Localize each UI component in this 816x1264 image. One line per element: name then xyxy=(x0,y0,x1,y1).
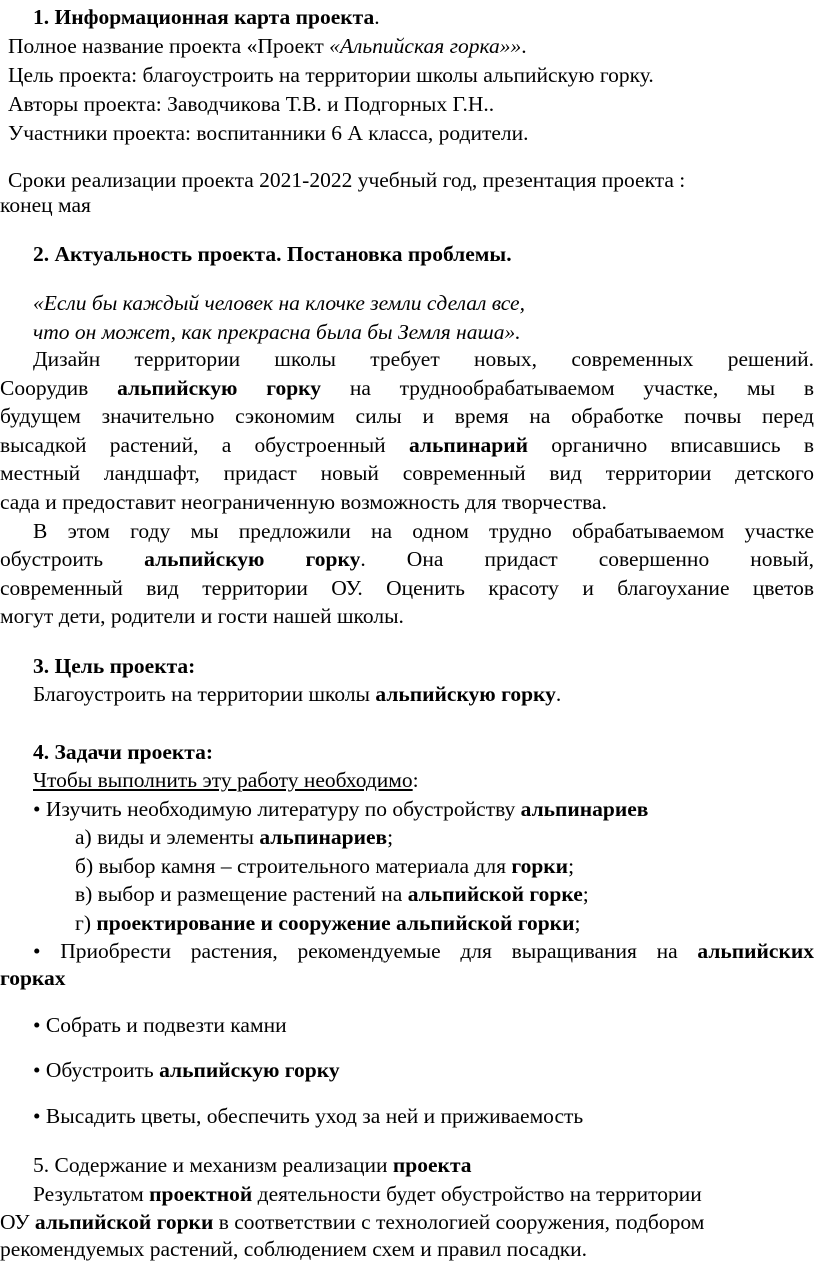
paragraph-1-line-4: высадкой растений, а обустроенный альпинарий органично вписавшись в xyxy=(0,433,815,457)
task-bullet-4: • Обустроить альпийскую горку xyxy=(33,1058,340,1082)
task-bullet-1: • Изучить необходимую литературу по обустройству альпинариев xyxy=(33,797,649,821)
paragraph-1-line-3: будущем значительно сэкономим силы и время на обработке почвы перед xyxy=(0,404,814,428)
section-5-line-2: ОУ альпийской горки в соответствии с технологией сооружения, подбором xyxy=(0,1210,705,1234)
project-goal: Цель проекта: благоустроить на территории школы альпийскую горку. xyxy=(8,63,654,87)
section-5-line-3: рекомендуемых растений, соблюдением схем и правил посадки. xyxy=(0,1237,588,1261)
task-bullet-3: • Собрать и подвезти камни xyxy=(33,1013,287,1037)
paragraph-2-line-3: современный вид территории ОУ. Оценить красоту и благоухание цветов xyxy=(0,576,814,600)
paragraph-1-line-5: местный ландшафт, придаст новый современный вид территории детского xyxy=(0,461,814,485)
section-3-text: Благоустроить на территории школы альпийскую горку. xyxy=(33,682,562,706)
section-5-line-1: Результатом проектной деятельности будет обустройство на территории xyxy=(33,1182,702,1206)
tasks-intro: Чтобы выполнить эту работу необходимо: xyxy=(33,768,419,792)
task-sub-b: б) выбор камня – строительного материала для горки; xyxy=(75,854,575,878)
task-bullet-2-line-1: • Приобрести растения, рекомендуемые для выращивания на альпийских xyxy=(33,939,814,963)
paragraph-2-line-2: обустроить альпийскую горку. Она придаст совершенно новый, xyxy=(0,547,815,571)
section-1-heading: 1. Информационная карта проекта. xyxy=(33,5,380,29)
section-3-heading: 3. Цель проекта: xyxy=(33,654,196,678)
project-timing-line-1: Сроки реализации проекта 2021-2022 учебный год, презентация проекта : xyxy=(8,168,686,192)
task-sub-a: а) виды и элементы альпинариев; xyxy=(75,825,394,849)
project-participants: Участники проекта: воспитанники 6 А класса, родители. xyxy=(8,121,529,145)
section-5-heading: 5. Содержание и механизм реализации проекта xyxy=(33,1153,472,1177)
project-timing-line-2: конец мая xyxy=(0,193,91,217)
section-4-heading: 4. Задачи проекта: xyxy=(33,740,214,764)
project-authors: Авторы проекта: Заводчикова Т.В. и Подгорных Г.Н.. xyxy=(8,92,495,116)
paragraph-1-line-2: Соорудив альпийскую горку на труднообрабатываемом участке, мы в xyxy=(0,376,815,400)
section-2-heading: 2. Актуальность проекта. Постановка проблемы. xyxy=(33,242,512,266)
paragraph-2-line-4: могут дети, родители и гости нашей школы. xyxy=(0,604,404,628)
task-sub-c: в) выбор и размещение растений на альпийской горке; xyxy=(75,882,589,906)
paragraph-2-line-1: В этом году мы предложили на одном трудно обрабатываемом участке xyxy=(33,519,814,543)
paragraph-1-line-6: сада и предоставит неограниченную возможность для творчества. xyxy=(0,490,607,514)
task-bullet-5: • Высадить цветы, обеспечить уход за ней и приживаемость xyxy=(33,1104,584,1128)
task-sub-d: г) проектирование и сооружение альпийской горки; xyxy=(75,911,581,935)
epigraph-line-1: «Если бы каждый человек на клочке земли сделал все, xyxy=(33,291,525,315)
task-bullet-2-line-2: горках xyxy=(0,966,66,990)
paragraph-1-line-1: Дизайн территории школы требует новых, современных решений. xyxy=(33,347,814,371)
project-full-name: Полное название проекта «Проект «Альпийская горка»». xyxy=(8,34,527,58)
epigraph-line-2: что он может, как прекрасна была бы Земля наша». xyxy=(33,320,521,344)
